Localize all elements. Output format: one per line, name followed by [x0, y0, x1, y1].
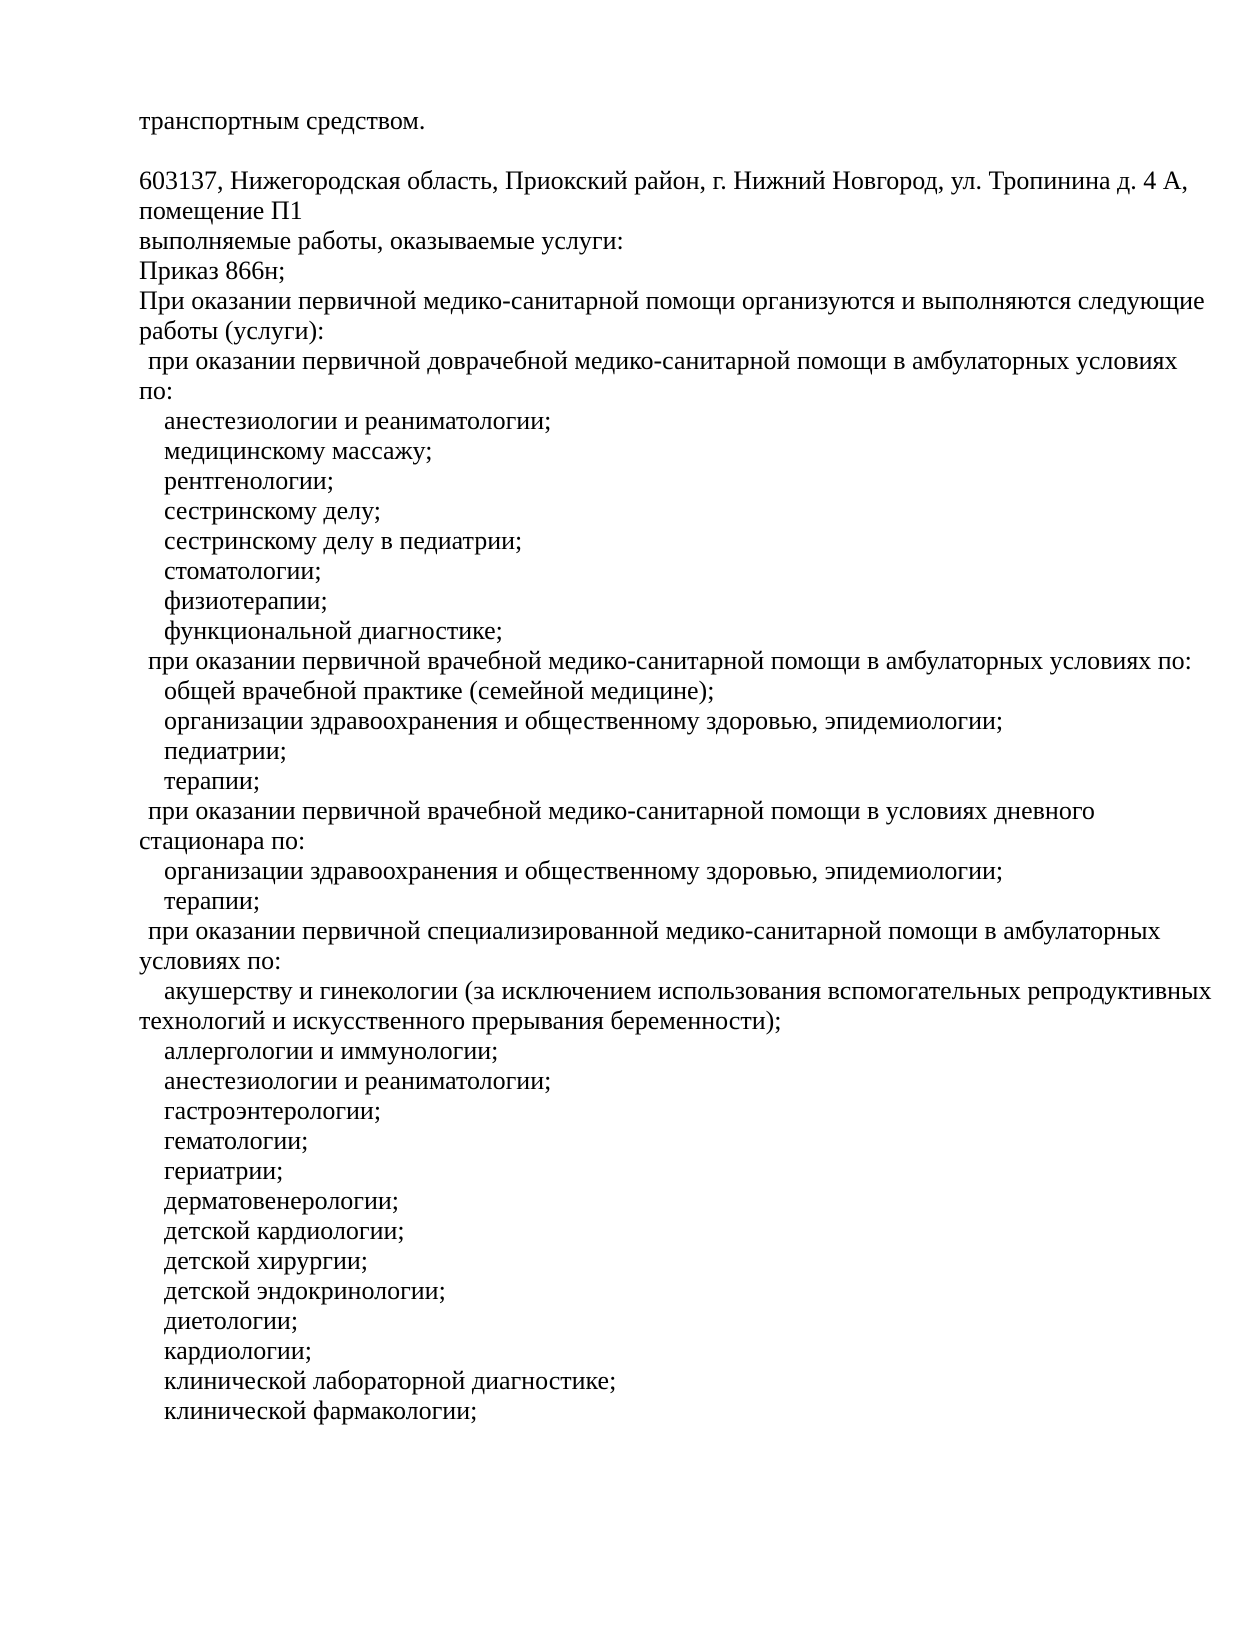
text-line: детской хирургии;	[164, 1246, 369, 1275]
text-line: терапии;	[164, 886, 261, 915]
text-line: При оказании первичной медико-санитарной помощи организуются и выполняются следующие	[139, 286, 1205, 315]
text-line: анестезиологии и реаниматологии;	[164, 1066, 552, 1095]
text-line: гериатрии;	[164, 1156, 284, 1185]
text-line: диетологии;	[164, 1306, 299, 1335]
text-line: Приказ 866н;	[139, 256, 286, 285]
text-line: функциональной диагностике;	[164, 616, 503, 645]
text-line: стационара по:	[139, 826, 306, 855]
text-line: клинической фармакологии;	[164, 1396, 478, 1425]
text-line: общей врачебной практике (семейной медицине);	[164, 676, 715, 705]
text-line: аллергологии и иммунологии;	[164, 1036, 499, 1065]
blank-line	[139, 136, 1200, 166]
text-line: кардиологии;	[164, 1336, 312, 1365]
text-line: условиях по:	[139, 946, 282, 975]
text-line: работы (услуги):	[139, 316, 325, 345]
text-line: транспортным средством.	[139, 106, 426, 135]
text-line: при оказании первичной доврачебной медико-санитарной помощи в амбулаторных условиях	[148, 346, 1178, 375]
text-line: акушерству и гинекологии (за исключением использования вспомогательных репродуктивных	[164, 976, 1212, 1005]
text-line: гастроэнтерологии;	[164, 1096, 382, 1125]
text-line: дерматовенерологии;	[164, 1186, 400, 1215]
text-line: организации здравоохранения и общественному здоровью, эпидемиологии;	[164, 706, 1004, 735]
text-line: гематологии;	[164, 1126, 309, 1155]
text-line: клинической лабораторной диагностике;	[164, 1366, 617, 1395]
text-line: детской эндокринологии;	[164, 1276, 446, 1305]
text-line: по:	[139, 376, 174, 405]
text-line: при оказании первичной специализированной медико-санитарной помощи в амбулаторных	[148, 916, 1161, 945]
text-line: анестезиологии и реаниматологии;	[164, 406, 552, 435]
text-line: 603137, Нижегородская область, Приокский район, г. Нижний Новгород, ул. Тропинина д. 4 А,	[139, 166, 1189, 195]
text-line: медицинскому массажу;	[164, 436, 433, 465]
text-line: педиатрии;	[164, 736, 287, 765]
text-line: при оказании первичной врачебной медико-санитарной помощи в амбулаторных условиях по:	[148, 646, 1192, 675]
license-works-services-text	[139, 106, 1212, 1426]
text-line: сестринскому делу;	[164, 496, 382, 525]
text-line: сестринскому делу в педиатрии;	[164, 526, 523, 555]
text-line: физиотерапии;	[164, 586, 328, 615]
text-line: при оказании первичной врачебной медико-санитарной помощи в условиях дневного	[148, 796, 1095, 825]
text-line: стоматологии;	[164, 556, 322, 585]
text-line: выполняемые работы, оказываемые услуги:	[139, 226, 624, 255]
text-line: терапии;	[164, 766, 261, 795]
text-line: помещение П1	[139, 196, 303, 225]
text-line: детской кардиологии;	[164, 1216, 405, 1245]
text-line: организации здравоохранения и общественному здоровью, эпидемиологии;	[164, 856, 1004, 885]
text-line: технологий и искусственного прерывания беременности);	[139, 1006, 782, 1035]
text-line: рентгенологии;	[164, 466, 334, 495]
